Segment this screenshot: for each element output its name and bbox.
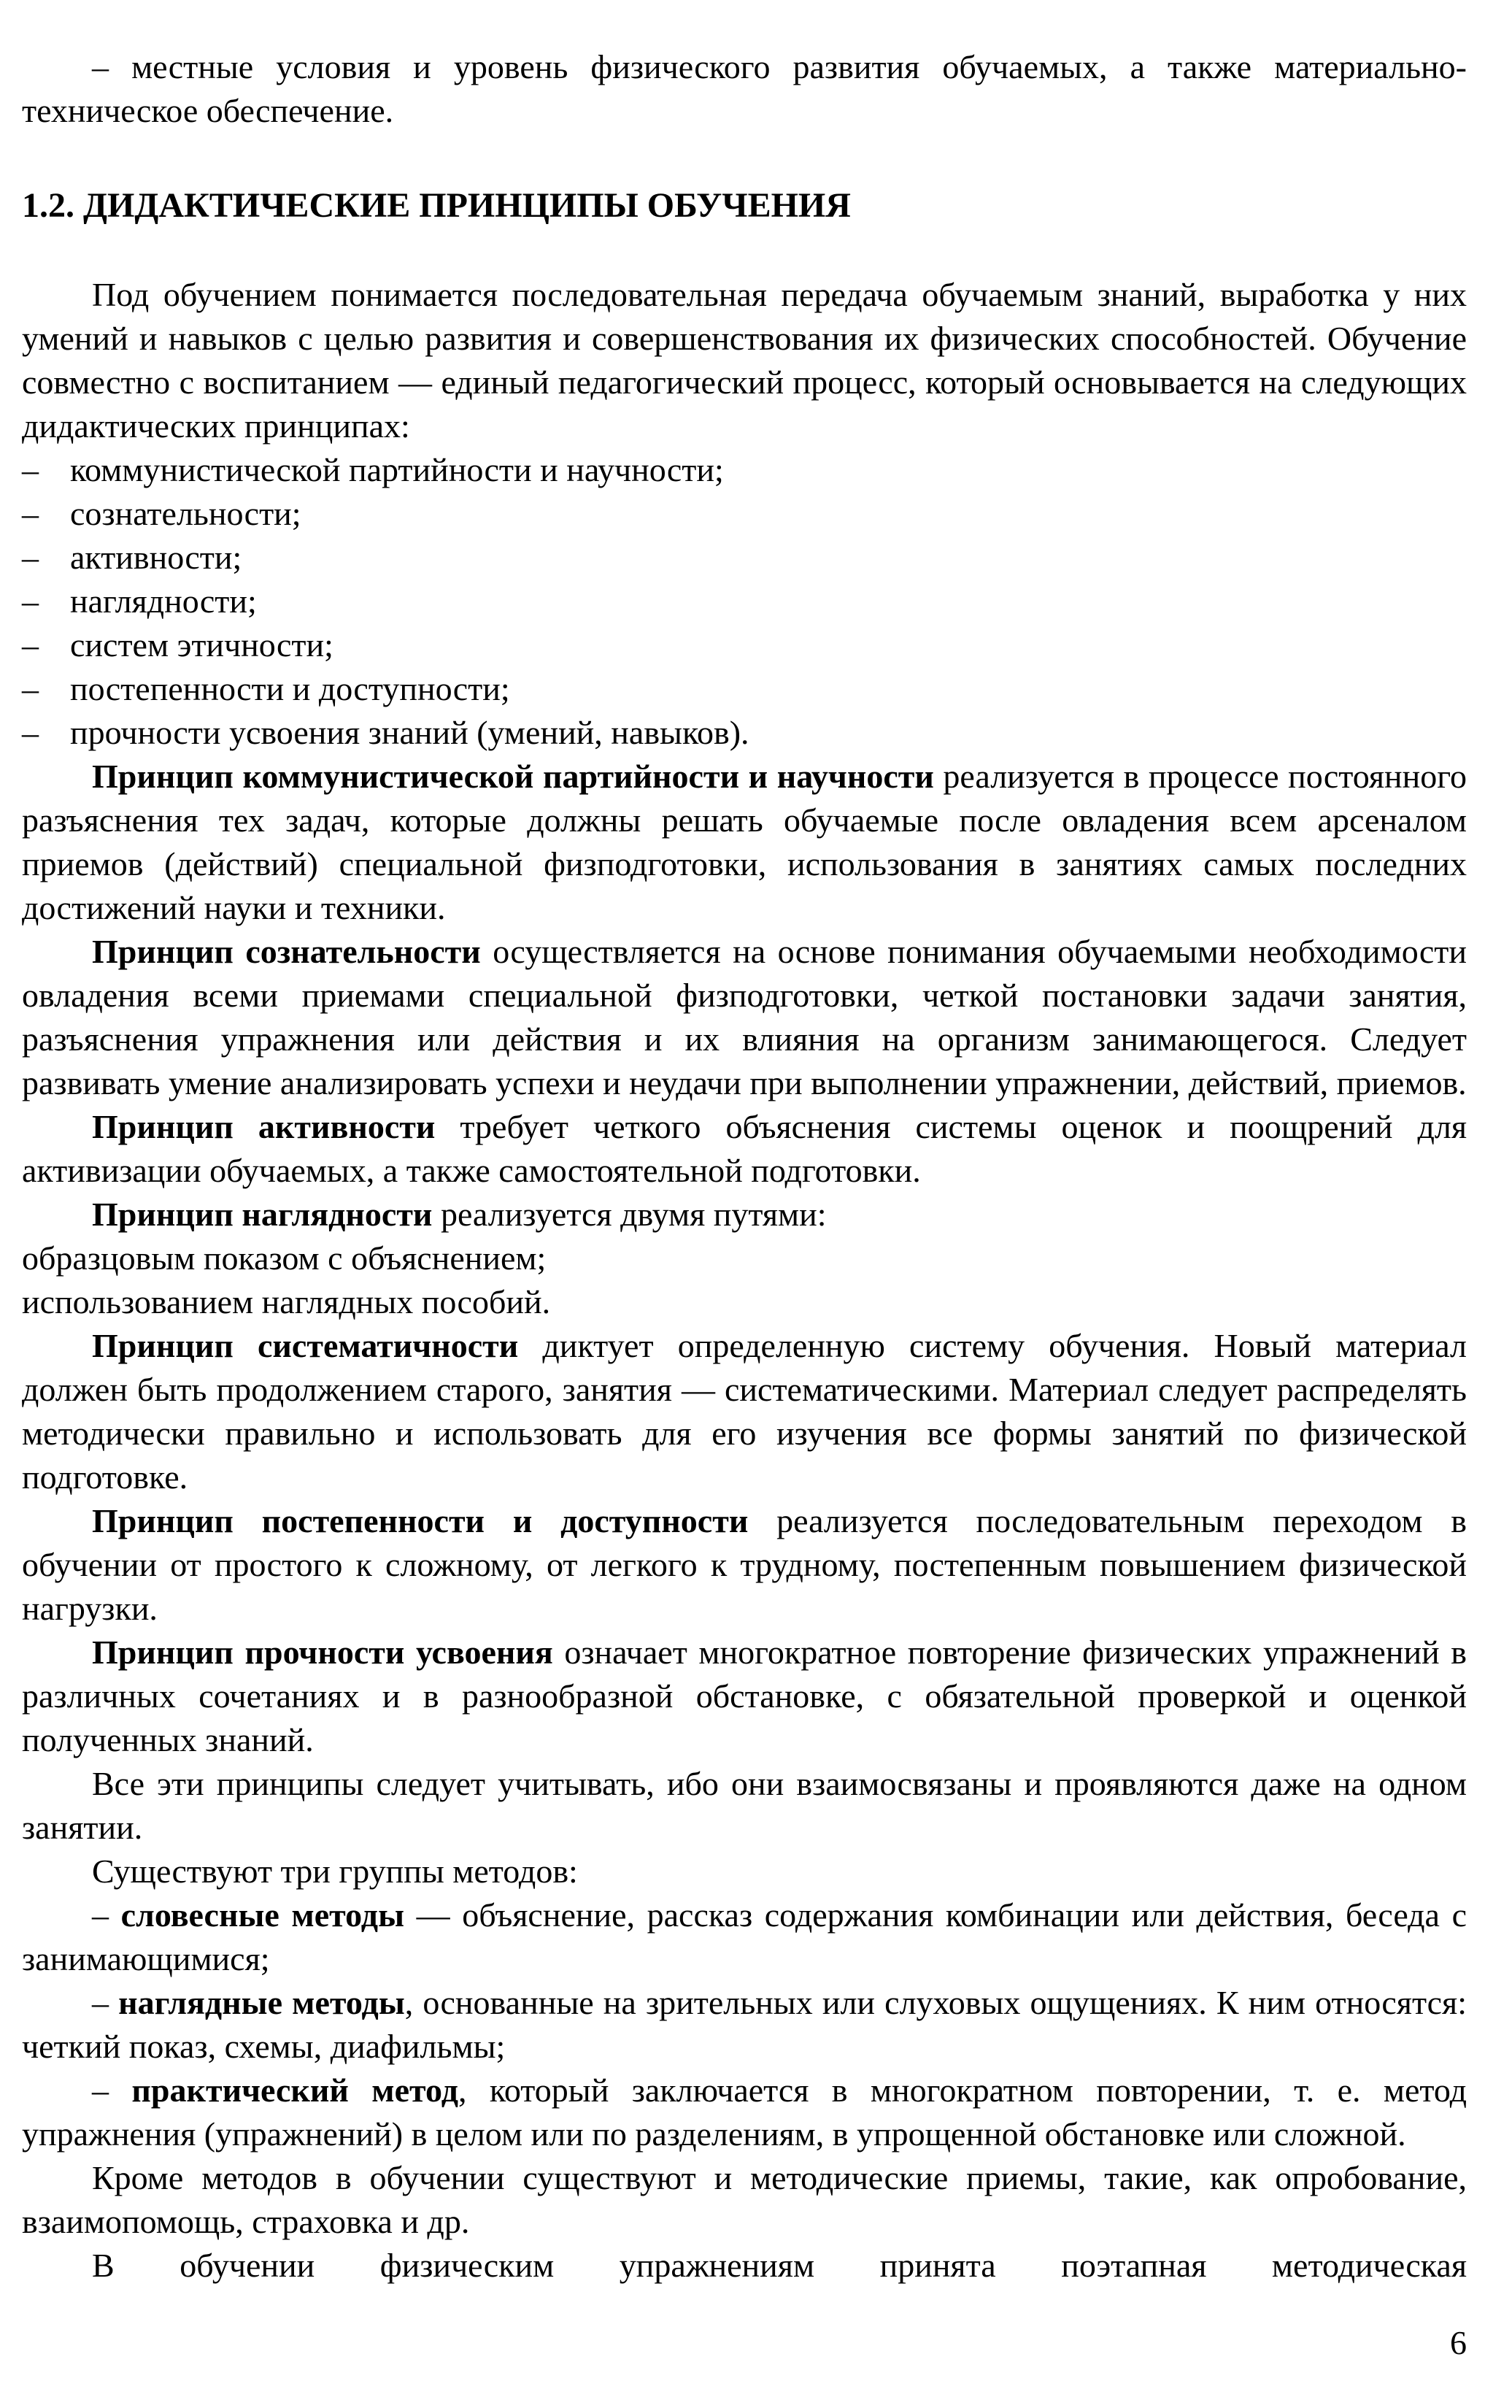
visual-way-1: образцовым показом с объяснением; <box>22 1239 547 1277</box>
method-visual-text: , основанные на зрительных или слуховых ощущениях. К ним относятся: четкий показ, схемы, диафильмы; <box>22 1984 1467 2065</box>
list-item-text: прочности усвоения знаний (умений, навыков). <box>70 714 749 751</box>
list-item <box>22 623 1467 667</box>
dash-marker: – <box>22 670 39 707</box>
method-verbal-text: — объяснение, рассказ содержания комбинации или действия, беседа с занимающимися; <box>22 1896 1467 1977</box>
principle-conscious-paragraph <box>22 930 1467 1105</box>
method-practical-item <box>22 2069 1467 2156</box>
dash-marker: – <box>92 1896 109 1934</box>
principle-party-term: Принцип коммунистической партийности и научности <box>92 758 934 795</box>
dash-marker: – <box>92 1984 109 2021</box>
method-verbal-item <box>22 1893 1467 1981</box>
lead-paragraph: Под обучением понимается последовательная передача обучаемым знаний, выработка у них умений и навыков с целью развития и совершенствования их физических способностей. Обучение совместно с воспитанием — единый педагогический процесс, который основывается на следующих дидактических принципах: <box>22 276 1467 445</box>
list-item <box>22 448 1467 492</box>
list-item-text: постепенности и доступности; <box>70 670 510 707</box>
principle-gradual-text: реализуется последовательным переходом в обучении от простого к сложному, от легкого к трудному, постепенным повышением физической нагрузки. <box>22 1502 1467 1627</box>
method-practical-text: , который заключается в многократном повторении, т. е. метод упражнения (упражнений) в целом или по разделениям, в упрощенной обстановке или сложной. <box>22 2072 1467 2153</box>
principle-strength-text: означает многократное повторение физических упражнений в различных сочетаниях и в разнообразной обстановке, с обязательной проверкой и оценкой полученных знаний. <box>22 1634 1467 1758</box>
principles-list <box>22 448 1467 755</box>
intro-item: – местные условия и уровень физического развития обучаемых, а также материально-техническое обеспечение. <box>22 48 1467 129</box>
list-item <box>22 492 1467 536</box>
method-verbal-term: словесные методы <box>120 1896 404 1934</box>
principle-system-text: диктует определенную систему обучения. Новый материал должен быть продолжением старого, занятия — систематическими. Материал следует распределять методически правильно и использовать для его изучения все формы занятий по физической подготовке. <box>22 1327 1467 1496</box>
method-visual-term: наглядные методы <box>118 1984 405 2021</box>
principle-strength-paragraph <box>22 1631 1467 1762</box>
list-item <box>22 711 1467 755</box>
section-title: 1.2. ДИДАКТИЧЕСКИЕ ПРИНЦИПЫ ОБУЧЕНИЯ <box>22 186 851 225</box>
principle-gradual-paragraph <box>22 1499 1467 1631</box>
method-visual-item <box>22 1981 1467 2069</box>
techniques-paragraph: Кроме методов в обучении существуют и методические приемы, такие, как опробование, взаимопомощь, страховка и др. <box>22 2159 1467 2240</box>
method-groups-paragraph: Существуют три группы методов: <box>92 1853 578 1890</box>
list-item <box>22 536 1467 580</box>
principle-party-paragraph <box>22 755 1467 930</box>
principle-system-term: Принцип систематичности <box>92 1327 519 1364</box>
method-practical-term: практический метод <box>131 2072 458 2109</box>
dash-marker: – <box>92 2072 109 2109</box>
visual-way-2: использованием наглядных пособий. <box>22 1283 551 1320</box>
last-paragraph: В обучении физическим упражнениям принята поэтапная методическая <box>92 2247 1467 2284</box>
principle-gradual-term: Принцип постепенности и доступности <box>92 1502 749 1539</box>
dash-marker: – <box>22 451 39 488</box>
list-item-text: коммунистической партийности и научности; <box>70 451 724 488</box>
dash-marker: – <box>22 626 39 663</box>
list-item-text: сознательности; <box>70 495 301 532</box>
principle-active-term: Принцип активности <box>92 1108 436 1145</box>
list-item-text: активности; <box>70 539 242 576</box>
page-number: 6 <box>1450 2324 1467 2361</box>
principle-visual-term: Принцип наглядности <box>92 1196 433 1233</box>
principle-visual-text: реализуется двумя путями: <box>432 1196 827 1233</box>
dash-marker: – <box>22 495 39 532</box>
list-item-text: систем этичности; <box>70 626 333 663</box>
principle-active-text: требует четкого объяснения системы оценок и поощрений для активизации обучаемых, а также самостоятельной подготовки. <box>22 1108 1467 1189</box>
principle-conscious-text: осуществляется на основе понимания обучаемыми необходимости овладения всеми приемами специальной физподготовки, четкой постановки задачи занятия, разъяснения упражнения или действия и их влияния на организм занимающегося. Следует развивать умение анализировать успехи и неудачи при выполнении упражнении, действий, приемов. <box>22 933 1467 1101</box>
list-item <box>22 580 1467 623</box>
principle-party-text: реализуется в процессе постоянного разъяснения тех задач, которые должны решать обучаемые после овладения всем арсеналом приемов (действий) специальной физподготовки, использования в занятиях самых последних достижений науки и техники. <box>22 758 1467 926</box>
principle-visual-paragraph <box>22 1193 1467 1236</box>
principle-system-paragraph <box>22 1324 1467 1499</box>
dash-marker: – <box>22 539 39 576</box>
all-principles-paragraph: Все эти принципы следует учитывать, ибо они взаимосвязаны и проявляются даже на одном занятии. <box>22 1765 1467 1846</box>
principle-conscious-term: Принцип сознательности <box>92 933 481 970</box>
list-item <box>22 667 1467 711</box>
principle-strength-term: Принцип прочности усвоения <box>92 1634 553 1671</box>
principle-active-paragraph <box>22 1105 1467 1193</box>
dash-marker: – <box>22 582 39 620</box>
list-item-text: наглядности; <box>70 582 257 620</box>
dash-marker: – <box>22 714 39 751</box>
